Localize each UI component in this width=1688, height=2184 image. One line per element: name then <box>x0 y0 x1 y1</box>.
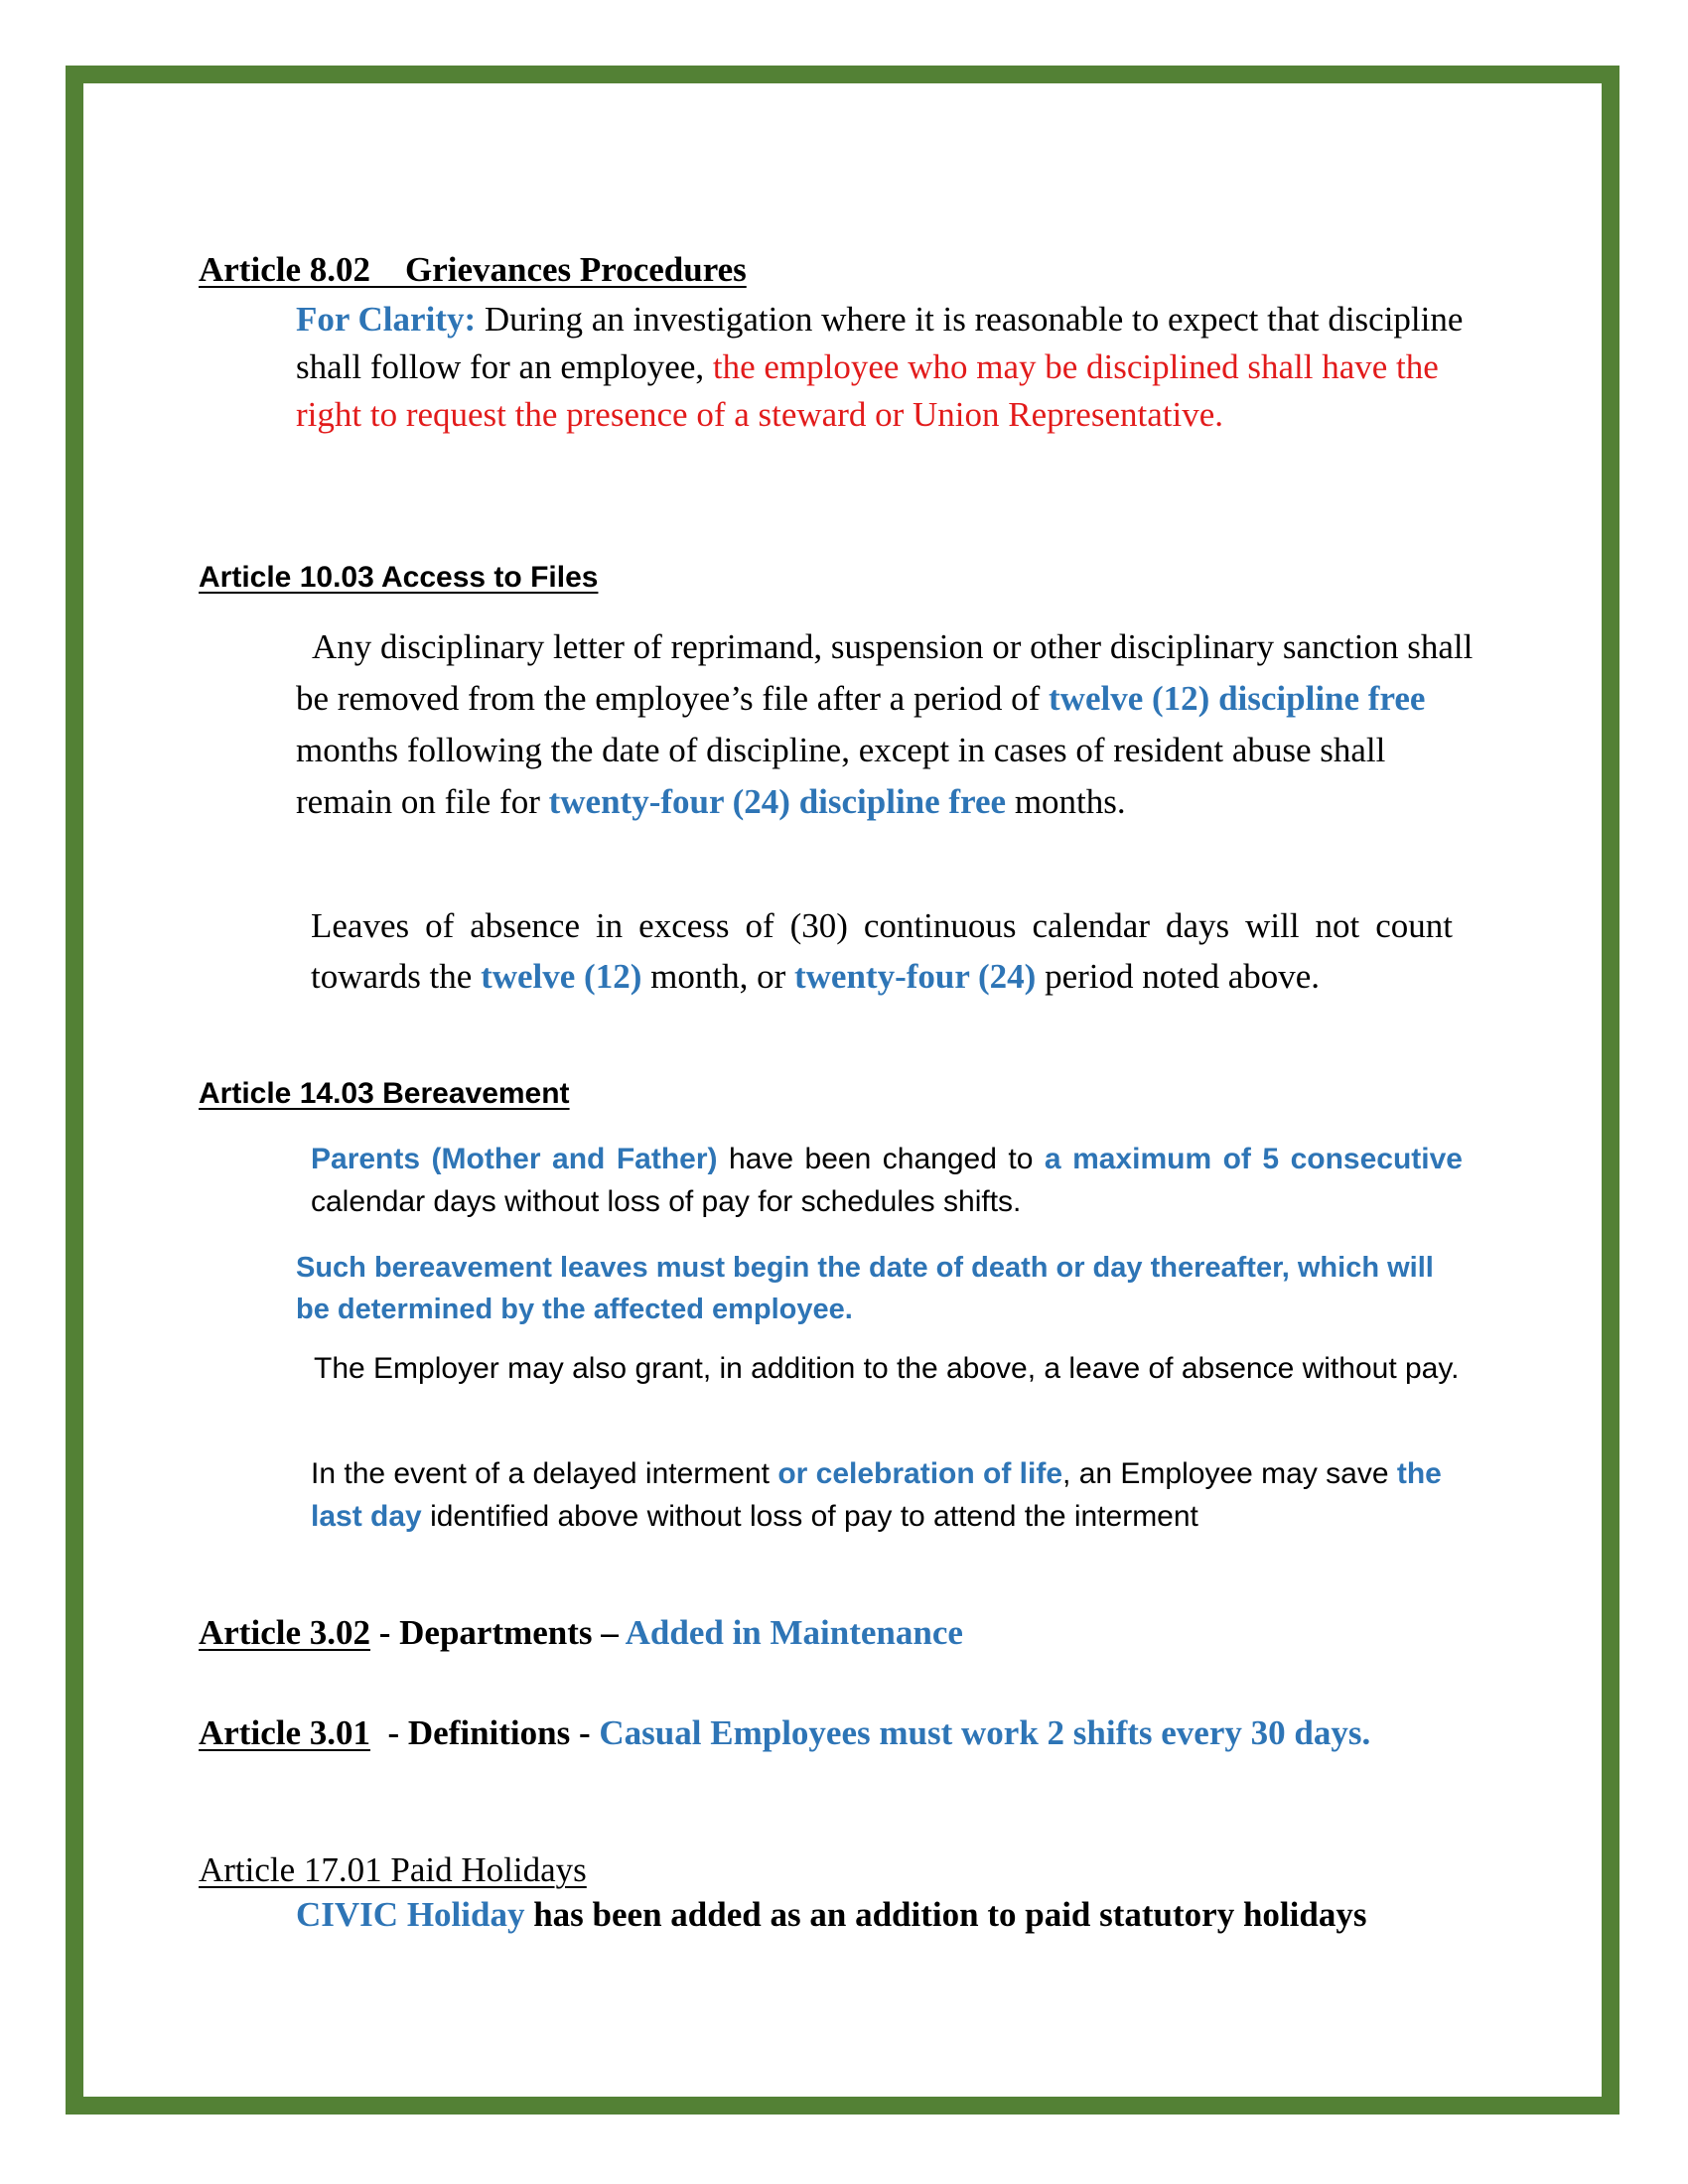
article-10-03-paragraph-2: Leaves of absence in excess of (30) continuous calendar days will not count towards the twelve (12) month, or twenty-four (24) period noted above. <box>311 906 1453 996</box>
article-10-03-paragraph-1: Any disciplinary letter of reprimand, suspension or other disciplinary sanction shall be removed from the employee’s file after a period of twelve (12) discipline free months following the date of discipline, except in cases of resident abuse shall remain on file for twenty-four (24) discipline free months. <box>296 627 1474 821</box>
civic-holiday-line: CIVIC Holiday has been added as an addition to paid statutory holidays <box>296 1895 1367 1934</box>
steward-right-text: the employee who may be disciplined shall have the right to request the presence of a steward or Union Representative. <box>296 347 1439 434</box>
article-10-03-heading: Article 10.03 Access to Files <box>199 561 599 594</box>
bereavement-paragraph-3: The Employer may also grant, in addition to the above, a leave of absence without pay. <box>314 1352 1460 1385</box>
bereavement-paragraph-2: Such bereavement leaves must begin the date of death or day thereafter, which will be determined by the affected employee. <box>296 1252 1434 1325</box>
bereavement-paragraph-4: In the event of a delayed interment or celebration of life, an Employee may save the last day identified above without loss of pay to attend the interment <box>311 1457 1442 1533</box>
article-14-03-heading: Article 14.03 Bereavement <box>199 1077 570 1110</box>
bereavement-paragraph-1: Parents (Mother and Father) have been changed to a maximum of 5 consecutive calendar days without loss of pay for schedules shifts. <box>311 1143 1463 1218</box>
article-3-01-number: Article 3.01 <box>199 1713 370 1752</box>
article-3-02-number: Article 3.02 <box>199 1613 370 1652</box>
article-3-01-line: Article 3.01 - Definitions - Casual Employees must work 2 shifts every 30 days. <box>199 1713 1371 1752</box>
article-8-02-heading: Article 8.02 Grievances Procedures <box>199 250 747 289</box>
article-17-01-heading: Article 17.01 Paid Holidays <box>199 1850 587 1889</box>
for-clarity-label: For Clarity: <box>296 300 477 339</box>
article-8-02-body: For Clarity: During an investigation where it is reasonable to expect that discipline shall follow for an employee, the employee who may be disciplined shall have the right to request the presence of a steward or Union Representative. <box>296 300 1464 434</box>
article-3-02-line: Article 3.02 - Departments – Added in Maintenance <box>199 1613 963 1652</box>
